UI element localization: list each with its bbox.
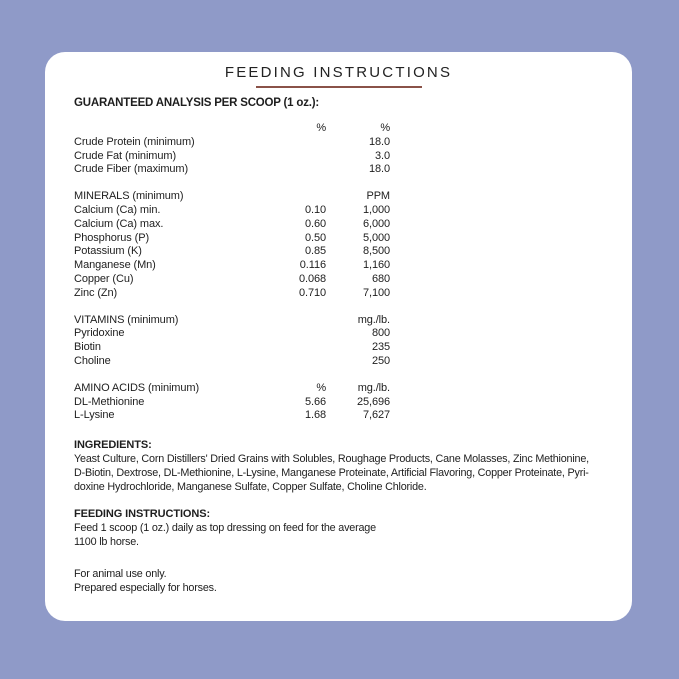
row-value-2: 7,100 — [362, 286, 390, 299]
row-label: Crude Fiber (maximum) — [74, 163, 189, 176]
row-label: Calcium (Ca) min. — [74, 203, 161, 216]
feeding-instructions-paragraph — [74, 522, 586, 550]
analysis-row — [74, 409, 390, 423]
header-col1 — [268, 190, 326, 204]
note-line: For animal use only. — [74, 567, 167, 580]
row-value-1: 0.85 — [304, 245, 326, 258]
analysis-row — [74, 273, 390, 287]
page-title: FEEDING INSTRUCTIONS — [224, 64, 453, 81]
analysis-section-header — [74, 382, 390, 396]
analysis-section-header — [74, 122, 390, 136]
row-label: L-Lysine — [74, 409, 115, 422]
row-label: Pyridoxine — [74, 327, 125, 340]
row-value-1 — [268, 355, 326, 369]
row-value-2: 18.0 — [368, 135, 390, 148]
header-col1: % — [316, 122, 326, 134]
row-value-2: 250 — [371, 354, 390, 367]
analysis-section-header — [74, 314, 390, 328]
row-value-1: 0.10 — [304, 203, 326, 216]
header-label — [74, 122, 268, 136]
ingredients-line: D-Biotin, Dextrose, DL-Methionine, L-Lysine, Manganese Proteinate, Artificial Flavoring, Copper Proteinate, Pyri- — [74, 466, 589, 479]
row-value-2: 8,500 — [362, 245, 390, 258]
header-col1: % — [316, 381, 326, 394]
header-col2: mg./lb. — [357, 381, 390, 394]
feeding-line: 1100 lb horse. — [74, 535, 139, 548]
label-card — [45, 52, 632, 621]
analysis-row — [74, 327, 390, 341]
row-value-1 — [268, 163, 326, 177]
ingredients-paragraph — [74, 452, 589, 494]
row-value-2: 680 — [371, 272, 390, 285]
row-value-2: 7,627 — [362, 409, 390, 422]
row-value-2: 6,000 — [362, 217, 390, 230]
row-label: Potassium (K) — [74, 245, 142, 258]
row-value-1 — [268, 327, 326, 341]
analysis-section-header — [74, 190, 390, 204]
row-value-1: 5.66 — [304, 395, 326, 408]
analysis-row — [74, 204, 390, 218]
row-label: Biotin — [74, 341, 101, 354]
row-value-2: 5,000 — [362, 231, 390, 244]
row-label: Copper (Cu) — [74, 272, 134, 285]
header-label: VITAMINS (minimum) — [74, 313, 179, 326]
row-value-2: 3.0 — [375, 149, 390, 162]
row-value-1: 0.710 — [298, 286, 326, 299]
title-underline — [256, 86, 422, 88]
row-value-2: 18.0 — [368, 163, 390, 176]
row-value-2: 25,696 — [356, 395, 390, 408]
analysis-table — [74, 122, 390, 423]
analysis-section-vitamins — [74, 314, 390, 369]
analysis-row — [74, 341, 390, 355]
feeding-line: Feed 1 scoop (1 oz.) daily as top dressing on feed for the average — [74, 522, 376, 535]
header-col2: PPM — [366, 190, 390, 203]
header-label: AMINO ACIDS (minimum) — [74, 381, 200, 394]
analysis-section-minerals — [74, 190, 390, 300]
row-label: Choline — [74, 354, 111, 367]
ingredients-line: doxine Hydrochloride, Manganese Sulfate, Copper Sulfate, Choline Chloride. — [74, 480, 427, 493]
ingredients-heading: INGREDIENTS: — [74, 439, 152, 452]
header-col1 — [268, 314, 326, 328]
analysis-row — [74, 287, 390, 301]
row-value-1: 0.116 — [299, 259, 326, 272]
row-label: Calcium (Ca) max. — [74, 217, 164, 230]
analysis-row — [74, 245, 390, 259]
header-col2: mg./lb. — [357, 313, 390, 326]
analysis-row — [74, 259, 390, 273]
analysis-row — [74, 218, 390, 232]
row-value-1 — [268, 136, 326, 150]
row-label: Crude Protein (minimum) — [74, 135, 195, 148]
row-value-1: 1.68 — [304, 409, 326, 422]
analysis-row — [74, 136, 390, 150]
row-value-1: 0.068 — [298, 272, 326, 285]
label-content — [45, 97, 632, 595]
row-label: Phosphorus (P) — [74, 231, 150, 244]
note-line: Prepared especially for horses. — [74, 581, 217, 594]
analysis-section-amino-acids — [74, 382, 390, 423]
row-value-1: 0.60 — [304, 217, 326, 230]
row-label: Manganese (Mn) — [74, 259, 156, 272]
analysis-row — [74, 396, 390, 410]
row-value-2: 235 — [371, 341, 390, 354]
feeding-instructions-heading: FEEDING INSTRUCTIONS: — [74, 508, 211, 521]
row-value-2: 1,160 — [362, 259, 390, 272]
row-value-1: 0.50 — [304, 231, 326, 244]
row-label: Crude Fat (minimum) — [74, 149, 177, 162]
usage-notes — [74, 568, 586, 596]
row-label: Zinc (Zn) — [74, 286, 118, 299]
row-value-2: 1,000 — [362, 203, 390, 216]
header-label: MINERALS (minimum) — [74, 190, 184, 203]
row-value-1 — [268, 341, 326, 355]
analysis-section-proximates — [74, 122, 390, 177]
row-label: DL-Methionine — [74, 395, 145, 408]
analysis-row — [74, 355, 390, 369]
ingredients-line: Yeast Culture, Corn Distillers' Dried Grains with Solubles, Roughage Products, Cane Molasses, Zinc Methionine, — [74, 452, 589, 465]
analysis-row — [74, 232, 390, 246]
row-value-1 — [268, 150, 326, 164]
analysis-row — [74, 163, 390, 177]
header-col2: % — [380, 122, 390, 134]
row-value-2: 800 — [371, 327, 390, 340]
analysis-row — [74, 150, 390, 164]
guaranteed-analysis-heading: GUARANTEED ANALYSIS PER SCOOP (1 oz.): — [74, 97, 320, 109]
